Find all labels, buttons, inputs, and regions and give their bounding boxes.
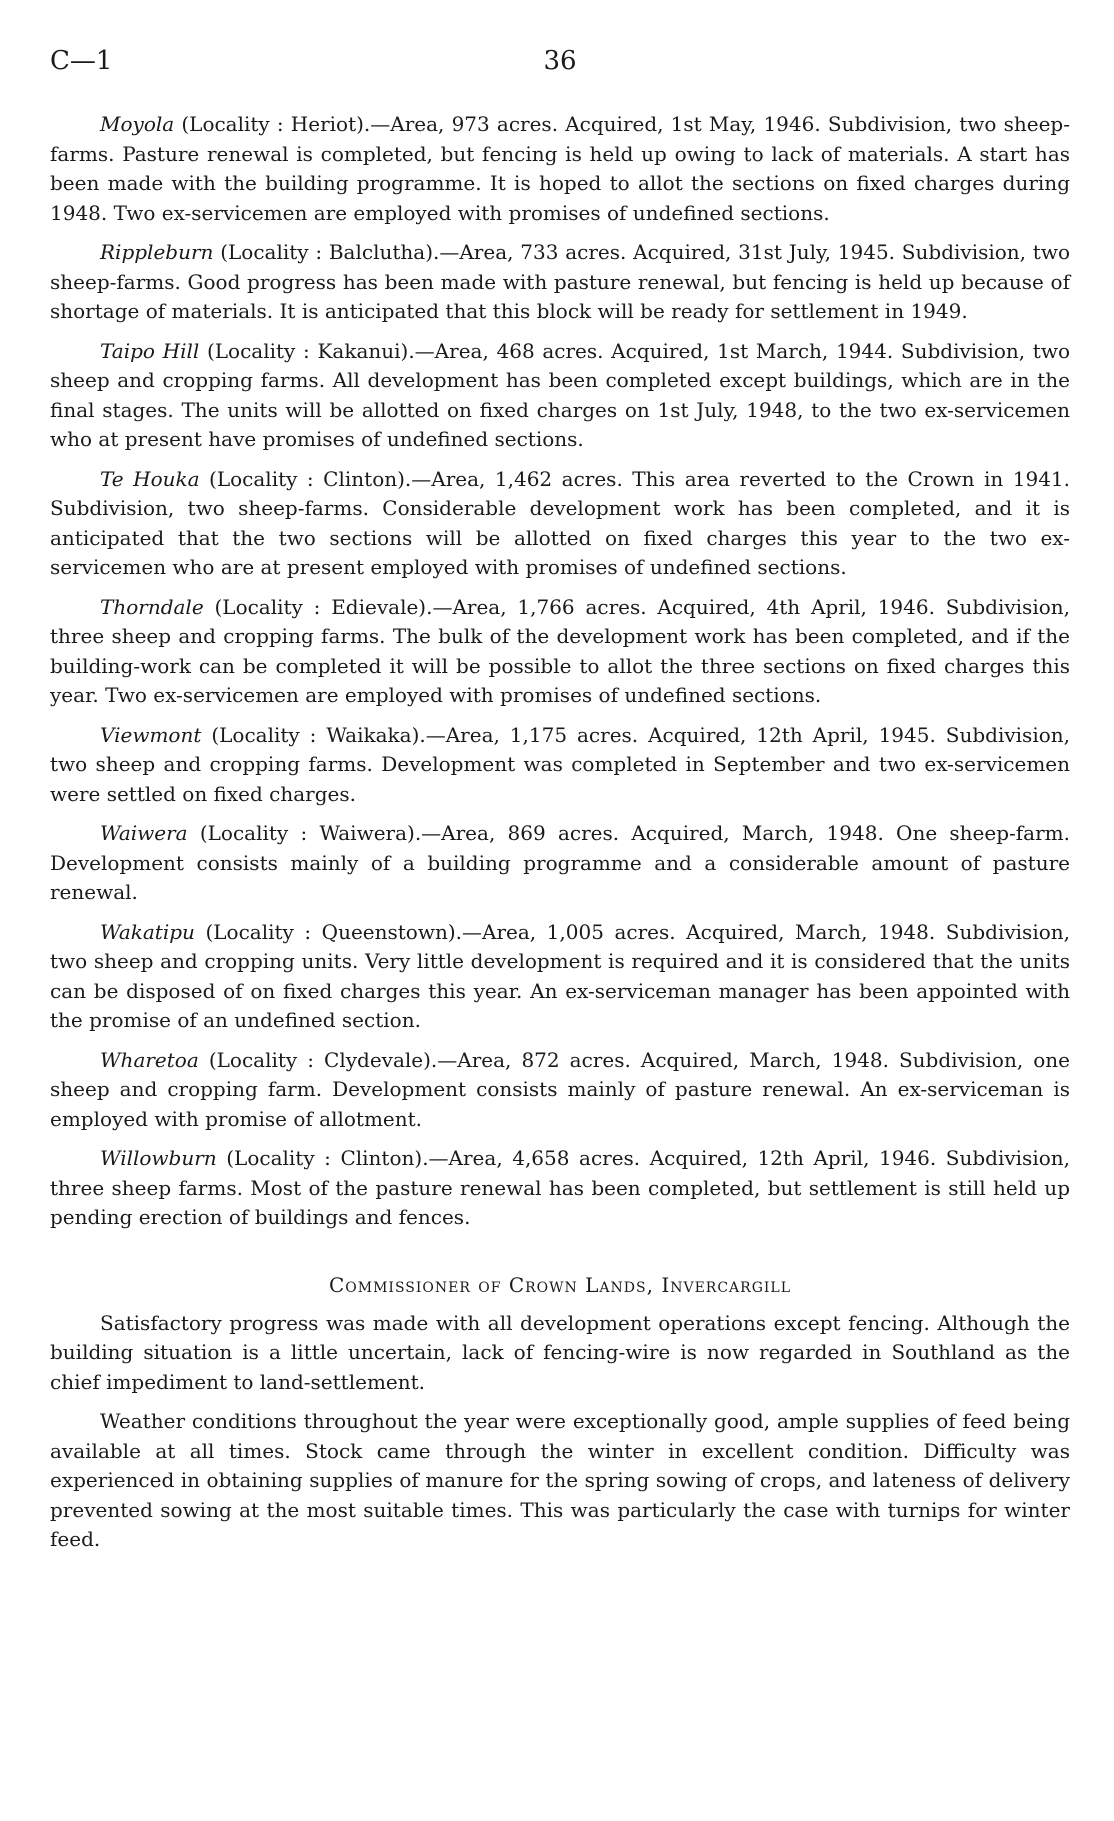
block-name: Willowburn xyxy=(100,1146,217,1170)
block-paragraph xyxy=(50,819,1070,908)
block-description: (Locality : Heriot).—Area, 973 acres. Acquired, 1st May, 1946. Subdivision, two sheep-farms. Pasture renewal is completed, but fencing is held up owing to lack of materials. A start has been made with the building programme. It is hoped to allot the sections on fixed charges during 1948. Two ex-servicemen are employed with promises of undefined sections. xyxy=(50,112,1070,225)
block-description: (Locality : Waikaka).—Area, 1,175 acres. Acquired, 12th April, 1945. Subdivision, two sheep and cropping farms. Development was completed in September and two ex-servicemen were settled on fixed charges. xyxy=(50,722,1070,806)
page-number: 36 xyxy=(543,46,577,76)
section-paragraph: Weather conditions throughout the year were exceptionally good, ample supplies of feed being available at all times. Stock came through the winter in excellent condition. Difficulty was experienced in obtaining supplies of manure for the spring sowing of crops, and lateness of delivery prevented sowing at the most suitable times. This was particularly the case with turnips for winter feed. xyxy=(50,1409,1070,1551)
block-name: Waiwera xyxy=(100,821,188,845)
section-heading: Commissioner of Crown Lands, Invercargill xyxy=(328,1272,792,1297)
block-name: Wharetoa xyxy=(100,1047,199,1072)
section-paragraph: Satisfactory progress was made with all development operations except fencing. Although the building situation is a little uncertain, lack of fencing-wire is now regarded in Southland as the chief impediment to land-settlement. xyxy=(50,1310,1070,1394)
block-name: Rippleburn xyxy=(100,240,214,264)
block-name: Thorndale xyxy=(100,594,204,619)
block-paragraph xyxy=(50,337,1070,455)
block-description: (Locality : Waiwera).—Area, 869 acres. Acquired, March, 1948. One sheep-farm. Development consists mainly of a building programme and a considerable amount of pasture renewal. xyxy=(50,821,1070,904)
block-description: (Locality : Balclutha).—Area, 733 acres. Acquired, 31st July, 1945. Subdivision, two sheep-farms. Good progress has been made with pasture renewal, but fencing is held up because of shortage of materials. It is anticipated that this block will be ready for settlement in 1949. xyxy=(50,240,1070,323)
block-description: (Locality : Queenstown).—Area, 1,005 acres. Acquired, March, 1948. Subdivision, two sheep and cropping units. Very little development is required and it is considered that the units can be disposed of on fixed charges this year. An ex-serviceman manager has been appointed with the promise of an undefined section. xyxy=(50,919,1070,1032)
block-paragraph xyxy=(50,238,1070,327)
block-description: (Locality : Clydevale).—Area, 872 acres. Acquired, March, 1948. Subdivision, one sheep and cropping farm. Development consists mainly of pasture renewal. An ex-serviceman is employed with promise of allotment. xyxy=(50,1047,1070,1131)
block-paragraph xyxy=(50,465,1070,583)
block-name: Te Houka xyxy=(100,466,200,491)
block-name: Taipo Hill xyxy=(100,338,200,363)
block-paragraph xyxy=(50,593,1070,711)
page-header xyxy=(50,46,1070,86)
document-code: C—1 xyxy=(50,46,113,76)
block-description: (Locality : Kakanui).—Area, 468 acres. Acquired, 1st March, 1944. Subdivision, two sheep and cropping farms. All development has been completed except buildings, which are in the final stages. The units will be allotted on fixed charges on 1st July, 1948, to the two ex-servicemen who at present have promises of undefined sections. xyxy=(50,338,1070,451)
block-description: (Locality : Clinton).—Area, 1,462 acres. This area reverted to the Crown in 1941. Subdivision, two sheep-farms. Considerable development work has been completed, and it is anticipated that the two sections will be allotted on fixed charges this year to the two ex-servicemen who are at present employed with promises of undefined sections. xyxy=(50,466,1071,579)
block-paragraph xyxy=(50,110,1070,228)
block-description: (Locality : Clinton).—Area, 4,658 acres. Acquired, 12th April, 1946. Subdivision, three sheep farms. Most of the pasture renewal has been completed, but settlement is still held up pending erection of buildings and fences. xyxy=(50,1146,1070,1229)
page-body xyxy=(50,110,1070,1565)
block-name: Wakatipu xyxy=(100,919,195,944)
block-paragraph xyxy=(50,1144,1070,1233)
block-description: (Locality : Edievale).—Area, 1,766 acres. Acquired, 4th April, 1946. Subdivision, three sheep and cropping farms. The bulk of the development work has been completed, and if the building-work can be completed it will be possible to allot the three sections on fixed charges this year. Two ex-servicemen are employed with promises of undefined sections. xyxy=(50,594,1070,707)
block-paragraph xyxy=(50,1046,1070,1135)
block-name: Viewmont xyxy=(100,722,202,747)
block-name: Moyola xyxy=(100,112,175,136)
block-paragraph xyxy=(50,721,1070,810)
block-paragraph xyxy=(50,918,1070,1036)
